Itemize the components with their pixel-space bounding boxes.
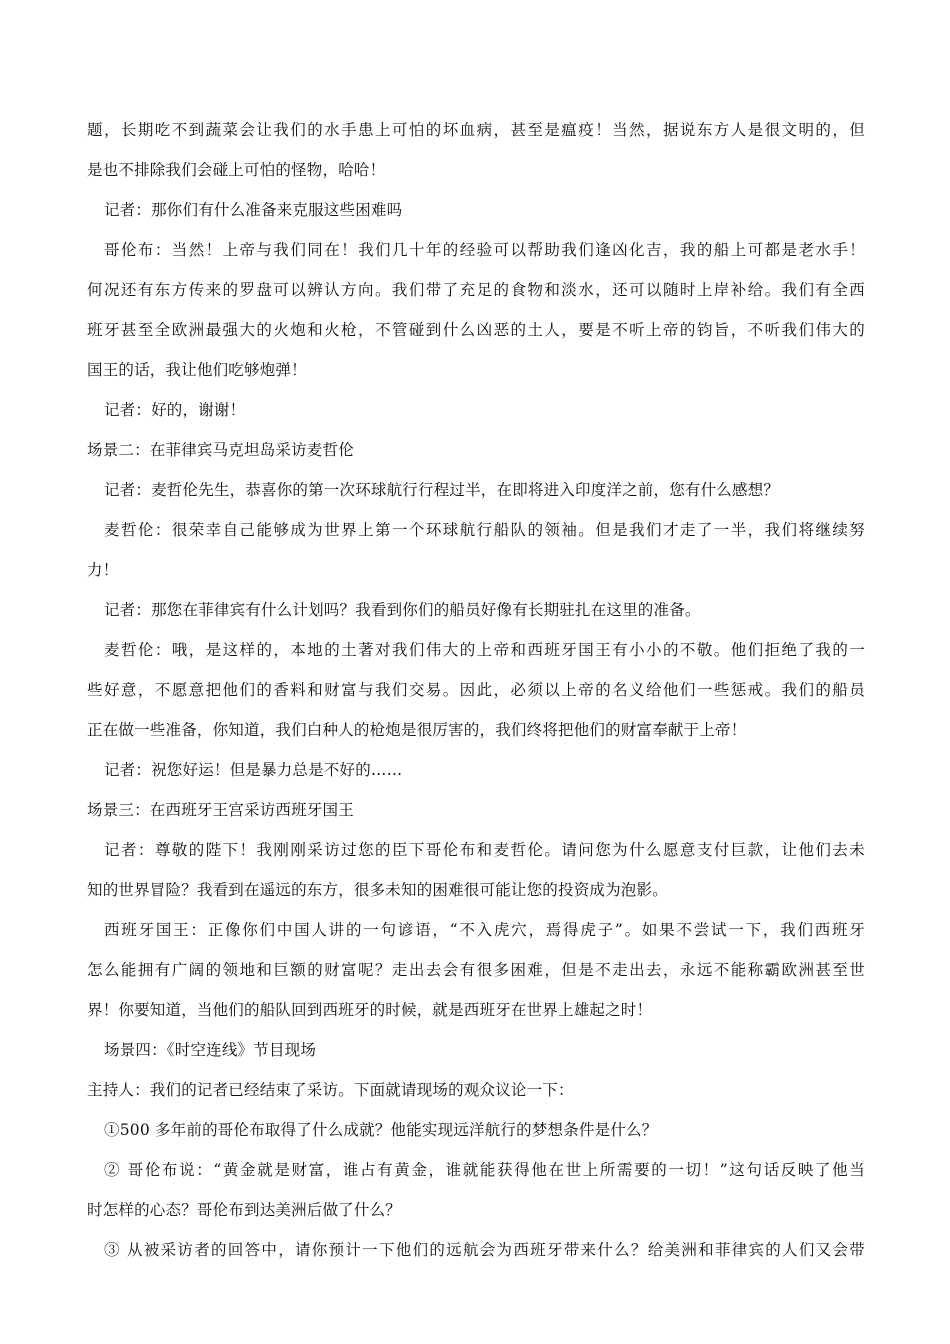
text-line: 记者：麦哲伦先生，恭喜你的第一次环球航行行程过半，在即将进入印度洋之前，您有什么感想？ [104, 481, 780, 499]
text-line: 哥伦布：当然！上帝与我们同在！我们几十年的经验可以帮助我们逢凶化吉，我的船上可都是老水手！ [104, 241, 865, 259]
text-line: 何况还有东方传来的罗盘可以辨认方向。我们带了充足的食物和淡水，还可以随时上岸补给。我们有全西 [87, 281, 865, 299]
text-line: 力！ [87, 561, 119, 579]
text-line: 记者：那您在菲律宾有什么计划吗？我看到你们的船员好像有长期驻扎在这里的准备。 [104, 601, 701, 619]
text-line: 麦哲伦：哦，是这样的，本地的土著对我们伟大的上帝和西班牙国王有小小的不敬。他们拒绝了我的一 [104, 641, 865, 659]
text-line: ③ 从被采访者的回答中，请你预计一下他们的远航会为西班牙带来什么？给美洲和菲律宾的人们又会带 [104, 1241, 865, 1259]
text-line: 正在做一些准备，你知道，我们白种人的枪炮是很厉害的，我们终将把他们的财富奉献于上帝！ [87, 721, 747, 739]
document-text-body [87, 120, 865, 1280]
text-line: 界！你要知道，当他们的船队回到西班牙的时候，就是西班牙在世界上雄起之时！ [87, 1001, 653, 1019]
text-line: 记者：那你们有什么准备来克服这些困难吗 [104, 201, 403, 219]
text-line: 场景二：在菲律宾马克坦岛采访麦哲伦 [87, 441, 354, 459]
text-line: 记者：好的，谢谢！ [104, 401, 246, 419]
text-line: 主持人：我们的记者已经结束了采访。下面就请现场的观众议论一下： [87, 1081, 574, 1099]
text-line: 场景三：在西班牙王宫采访西班牙国王 [87, 801, 354, 819]
text-line: 西班牙国王：正像你们中国人讲的一句谚语，“不入虎穴，焉得虎子”。如果不尝试一下，我们西班牙 [104, 921, 865, 939]
text-line: 场景四：《时空连线》节目现场 [104, 1041, 317, 1059]
text-line: 麦哲伦：很荣幸自己能够成为世界上第一个环球航行船队的领袖。但是我们才走了一半，我们将继续努 [104, 521, 865, 539]
text-line: ② 哥伦布说：“黄金就是财富，谁占有黄金，谁就能获得他在世上所需要的一切！”这句话反映了他当 [104, 1161, 865, 1179]
text-line: 知的世界冒险？我看到在遥远的东方，很多未知的困难很可能让您的投资成为泡影。 [87, 881, 668, 899]
text-line: 是也不排除我们会碰上可怕的怪物，哈哈！ [87, 161, 386, 179]
text-line: 记者：尊敬的陛下！我刚刚采访过您的臣下哥伦布和麦哲伦。请问您为什么愿意支付巨款，让他们去未 [104, 841, 865, 859]
text-line: ①500 多年前的哥伦布取得了什么成就？他能实现远洋航行的梦想条件是什么？ [104, 1121, 658, 1139]
text-line: 班牙甚至全欧洲最强大的火炮和火枪，不管碰到什么凶恶的土人，要是不听上帝的钧旨，不听我们伟大的 [87, 321, 865, 339]
text-line: 些好意，不愿意把他们的香料和财富与我们交易。因此，必须以上帝的名义给他们一些惩戒。我们的船员 [87, 681, 865, 699]
text-line: 国王的话，我让他们吃够炮弹！ [87, 361, 307, 379]
text-line: 怎么能拥有广阔的领地和巨额的财富呢？走出去会有很多困难，但是不走出去，永远不能称霸欧洲甚至世 [87, 961, 865, 979]
text-line: 记者：祝您好运！但是暴力总是不好的…… [104, 761, 403, 779]
text-line: 题，长期吃不到蔬菜会让我们的水手患上可怕的坏血病，甚至是瘟疫！当然，据说东方人是很文明的，但 [87, 121, 865, 139]
text-line: 时怎样的心态？哥伦布到达美洲后做了什么？ [87, 1201, 402, 1219]
